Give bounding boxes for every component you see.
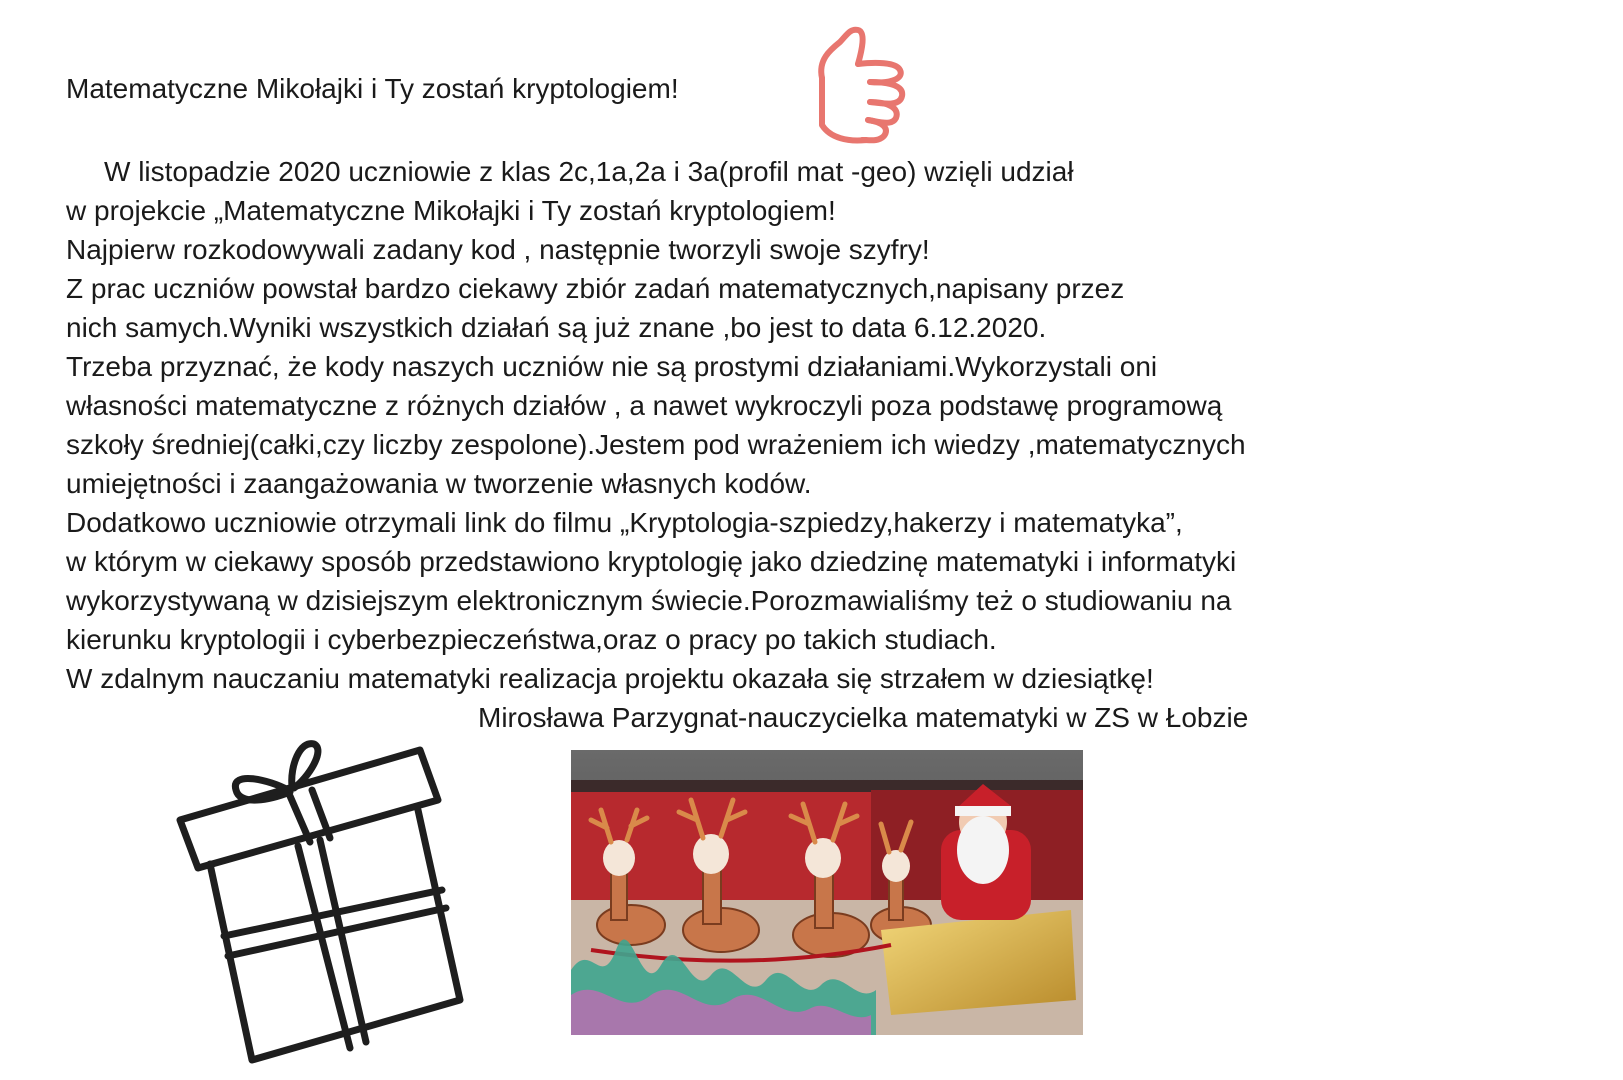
page-title: Matematyczne Mikołajki i Ty zostań kryptologiem! [66, 73, 679, 104]
paragraph-line: W zdalnym nauczaniu matematyki realizacja projektu okazała się strzałem w dziesiątkę! [66, 663, 1154, 694]
signature: Mirosława Parzygnat-nauczycielka matematyki w ZS w Łobzie [478, 702, 1249, 733]
paragraph-line: wykorzystywaną w dzisiejszym elektronicznym świecie.Porozmawialiśmy też o studiowaniu na [66, 585, 1232, 616]
paragraph-line: umiejętności i zaangażowania w tworzenie własnych kodów. [66, 468, 812, 499]
paragraph-line: szkoły średniej(całki,czy liczby zespolone).Jestem pod wrażeniem ich wiedzy ,matematycznych [66, 429, 1246, 460]
paragraph-line: w projekcie „Matematyczne Mikołajki i Ty zostań kryptologiem! [66, 195, 836, 226]
paragraph-line: własności matematyczne z różnych działów , a nawet wykroczyli poza podstawę programową [66, 390, 1223, 421]
thumbs-up-icon [800, 20, 920, 150]
paragraph-line: w którym w ciekawy sposób przedstawiono kryptologię jako dziedzinę matematyki i informatyki [66, 546, 1237, 577]
article-body [66, 152, 1506, 737]
paragraph-line: Dodatkowo uczniowie otrzymali link do filmu „Kryptologia-szpiedzy,hakerzy i matematyka”, [66, 507, 1183, 538]
santa-sleigh-photo [571, 750, 1083, 1035]
gift-box-icon [170, 730, 480, 1070]
paragraph-line: nich samych.Wyniki wszystkich działań są już znane ,bo jest to data 6.12.2020. [66, 312, 1047, 343]
paragraph-line: Najpierw rozkodowywali zadany kod , następnie tworzyli swoje szyfry! [66, 234, 930, 265]
paragraph-line: kierunku kryptologii i cyberbezpieczeństwa,oraz o pracy po takich studiach. [66, 624, 997, 655]
paragraph-line: Z prac uczniów powstał bardzo ciekawy zbiór zadań matematycznych,napisany przez [66, 273, 1125, 304]
paragraph-line: Trzeba przyznać, że kody naszych uczniów nie są prostymi działaniami.Wykorzystali oni [66, 351, 1158, 382]
paragraph-line: W listopadzie 2020 uczniowie z klas 2c,1a,2a i 3a(profil mat -geo) wzięli udział [104, 156, 1074, 187]
